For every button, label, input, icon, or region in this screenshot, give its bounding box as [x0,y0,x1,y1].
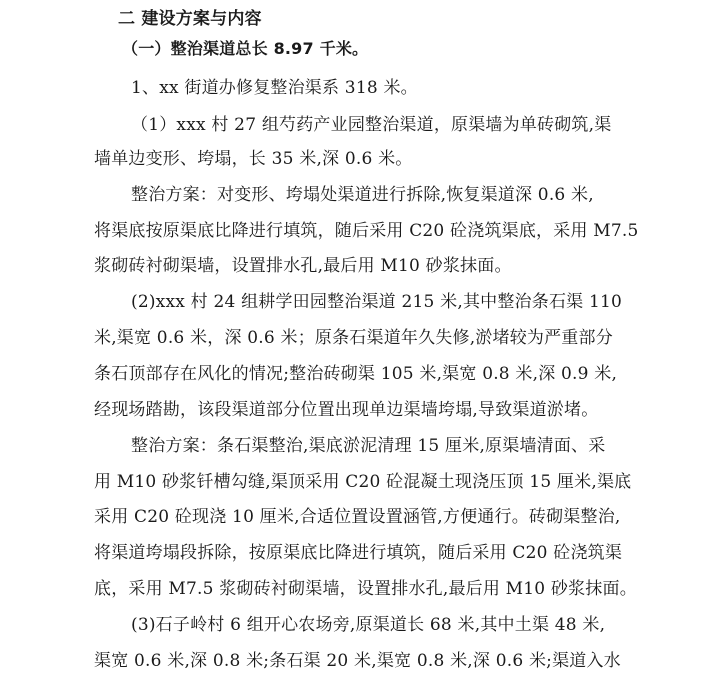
paragraph-3-line-4: 经现场踏勘，该段渠道部分位置出现单边渠墙垮塌,导致渠道淤堵。 [94,400,599,420]
paragraph-4-line-2: 用 M10 砂浆钎槽勾缝,渠顶采用 C20 砼混凝土现浇压顶 15 厘米,渠底 [94,472,632,492]
subsection-heading: （一）整治渠道总长 8.97 千米。 [122,39,369,58]
paragraph-2-line-2: 将渠底按原渠底比降进行填筑，随后采用 C20 砼浇筑渠底，采用 M7.5 [94,221,639,241]
paragraph-3-line-2: 米,渠宽 0.6 米，深 0.6 米；原条石渠道年久失修,淤堵较为严重部分 [94,328,613,348]
paragraph-4-line-4: 将渠道垮塌段拆除，按原渠底比降进行填筑，随后采用 C20 砼浇筑渠 [94,543,623,563]
paragraph-4-line-1: 整治方案：条石渠整治,渠底淤泥清理 15 厘米,原渠墙清面、采 [131,436,606,456]
paragraph-4-line-5: 底，采用 M7.5 浆砌砖衬砌渠墙，设置排水孔,最后用 M10 砂浆抹面。 [94,579,637,599]
paragraph-1-line-1: （1）xxx 村 27 组芍药产业园整治渠道，原渠墙为单砖砌筑,渠 [131,115,612,135]
paragraph-1-line-2: 墙单边变形、垮塌，长 35 米,深 0.6 米。 [94,149,413,169]
paragraph-4-line-3: 采用 C20 砼现浇 10 厘米,合适位置设置涵管,方便通行。砖砌渠整治, [94,507,621,527]
item-1-title: 1、xx 街道办修复整治渠系 318 米。 [131,78,418,98]
paragraph-3-line-3: 条石顶部存在风化的情况;整治砖砌渠 105 米,渠宽 0.8 米,深 0.9 米, [94,364,618,384]
paragraph-5-line-2: 渠宽 0.6 米,深 0.8 米;条石渠 20 米,渠宽 0.8 米,深 0.6 米;渠道入水 [94,651,621,671]
paragraph-3-line-1: (2)xxx 村 24 组耕学田园整治渠道 215 米,其中整治条石渠 110 [131,292,622,312]
paragraph-2-line-3: 浆砌砖衬砌渠墙，设置排水孔,最后用 M10 砂浆抹面。 [94,256,512,276]
paragraph-2-line-1: 整治方案：对变形、垮塌处渠道进行拆除,恢复渠道深 0.6 米, [131,185,594,205]
paragraph-5-line-1: (3)石子岭村 6 组开心农场旁,原渠道长 68 米,其中土渠 48 米, [131,615,606,635]
section-heading: 二 建设方案与内容 [118,9,262,29]
